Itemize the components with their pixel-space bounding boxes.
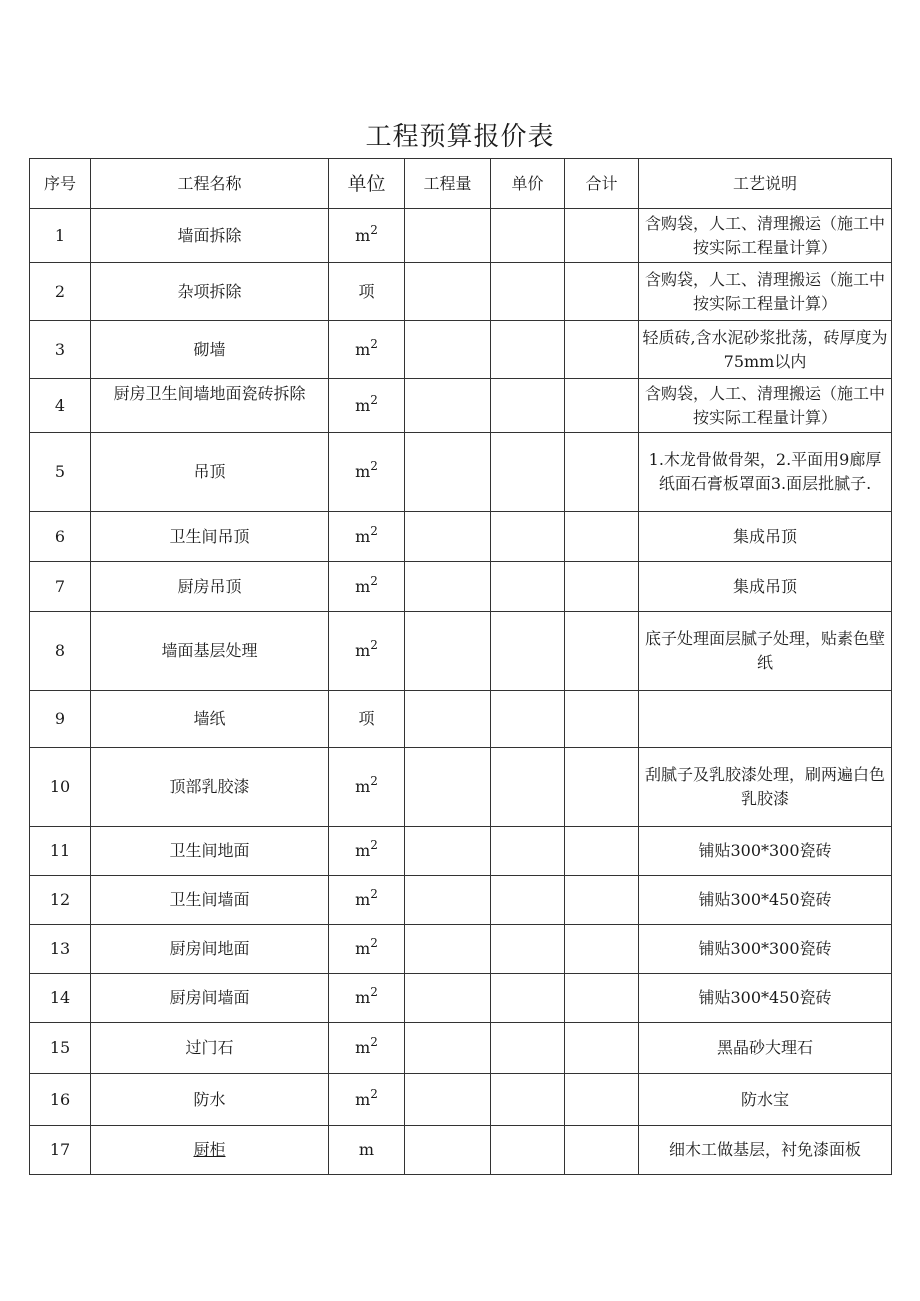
row-price: [491, 209, 565, 263]
row-name: 厨房卫生间墙地面瓷砖拆除: [91, 379, 329, 433]
row-desc: 刮腻子及乳胶漆处理，刷两遍白色乳胶漆: [639, 748, 892, 827]
row-price: [491, 1126, 565, 1175]
row-unit: $m^2$: [329, 974, 405, 1023]
header-total: 合计: [565, 159, 639, 209]
row-unit: $m^2$: [329, 1023, 405, 1074]
header-desc: 工艺说明: [639, 159, 892, 209]
row-quantity: [405, 691, 491, 748]
table-row: [30, 379, 892, 433]
row-unit: $m^2$: [329, 827, 405, 876]
row-price: [491, 612, 565, 691]
row-desc: 含购袋，人工、清理搬运（施工中按实际工程量计算）: [639, 379, 892, 433]
row-total: [565, 263, 639, 321]
row-total: [565, 925, 639, 974]
row-seq: 9: [30, 691, 91, 748]
row-price: [491, 433, 565, 512]
row-seq: 2: [30, 263, 91, 321]
row-name: 顶部乳胶漆: [91, 748, 329, 827]
table-row: [30, 974, 892, 1023]
row-seq: 10: [30, 748, 91, 827]
row-quantity: [405, 209, 491, 263]
row-price: [491, 321, 565, 379]
table-row: [30, 691, 892, 748]
row-seq: 12: [30, 876, 91, 925]
header-price: 单价: [491, 159, 565, 209]
row-total: [565, 612, 639, 691]
row-desc: 铺贴300*450瓷砖: [639, 876, 892, 925]
row-name: 卫生间吊顶: [91, 512, 329, 562]
row-total: [565, 1126, 639, 1175]
row-seq: 15: [30, 1023, 91, 1074]
table-row: [30, 562, 892, 612]
row-name: 卫生间地面: [91, 827, 329, 876]
budget-table: [29, 158, 892, 1175]
row-unit: 项: [329, 263, 405, 321]
row-name: 厨房间墙面: [91, 974, 329, 1023]
row-name: [91, 1126, 329, 1175]
table-row: [30, 209, 892, 263]
row-seq: 8: [30, 612, 91, 691]
row-quantity: [405, 263, 491, 321]
row-quantity: [405, 876, 491, 925]
row-seq: 7: [30, 562, 91, 612]
table-row: [30, 876, 892, 925]
row-name-underlined: 厨柜: [193, 1140, 226, 1159]
row-quantity: [405, 827, 491, 876]
row-unit: $m^2$: [329, 562, 405, 612]
row-price: [491, 974, 565, 1023]
row-desc: 集成吊顶: [639, 512, 892, 562]
row-name: 砌墙: [91, 321, 329, 379]
row-price: [491, 379, 565, 433]
row-price: [491, 925, 565, 974]
table-row: [30, 512, 892, 562]
row-desc: 含购袋，人工、清理搬运（施工中按实际工程量计算）: [639, 209, 892, 263]
row-unit: $m^2$: [329, 512, 405, 562]
row-price: [491, 748, 565, 827]
row-quantity: [405, 925, 491, 974]
row-seq: 6: [30, 512, 91, 562]
document-title: 工程预算报价表: [365, 122, 555, 152]
header-row: [30, 159, 892, 209]
row-seq: 11: [30, 827, 91, 876]
row-price: [491, 876, 565, 925]
table-row: [30, 827, 892, 876]
header-quantity: 工程量: [405, 159, 491, 209]
header-name: 工程名称: [91, 159, 329, 209]
row-desc: 细木工做基层，衬免漆面板: [639, 1126, 892, 1175]
table-row: [30, 263, 892, 321]
row-name: 杂项拆除: [91, 263, 329, 321]
row-total: [565, 321, 639, 379]
row-desc: 轻质砖,含水泥砂浆批荡，砖厚度为75mm以内: [639, 321, 892, 379]
row-name: 过门石: [91, 1023, 329, 1074]
row-quantity: [405, 974, 491, 1023]
table-row: [30, 925, 892, 974]
row-total: [565, 209, 639, 263]
row-total: [565, 1074, 639, 1126]
row-quantity: [405, 562, 491, 612]
header-unit: 单位: [329, 159, 405, 209]
table-row: [30, 321, 892, 379]
row-unit: 项: [329, 691, 405, 748]
row-name: 墙纸: [91, 691, 329, 748]
row-total: [565, 827, 639, 876]
row-seq: 3: [30, 321, 91, 379]
row-unit: $m^2$: [329, 379, 405, 433]
table-row: [30, 1074, 892, 1126]
row-unit: m: [329, 1126, 405, 1175]
row-seq: 17: [30, 1126, 91, 1175]
row-desc: 1.木龙骨做骨架，2.平面用9廊厚纸面石膏板罩面3.面层批腻子.: [639, 433, 892, 512]
table-row: [30, 612, 892, 691]
row-total: [565, 691, 639, 748]
row-quantity: [405, 612, 491, 691]
row-total: [565, 974, 639, 1023]
row-unit: $m^2$: [329, 612, 405, 691]
row-total: [565, 512, 639, 562]
row-desc: 含购袋，人工、清理搬运（施工中按实际工程量计算）: [639, 263, 892, 321]
row-desc: 铺贴300*300瓷砖: [639, 925, 892, 974]
row-unit: $m^2$: [329, 433, 405, 512]
header-seq: 序号: [30, 159, 91, 209]
row-name: 墙面拆除: [91, 209, 329, 263]
row-unit: $m^2$: [329, 925, 405, 974]
row-name: 吊顶: [91, 433, 329, 512]
row-price: [491, 1023, 565, 1074]
row-seq: 4: [30, 379, 91, 433]
table-row: [30, 1023, 892, 1074]
row-seq: 14: [30, 974, 91, 1023]
table-row: [30, 1126, 892, 1175]
row-quantity: [405, 379, 491, 433]
row-price: [491, 562, 565, 612]
row-total: [565, 1023, 639, 1074]
row-unit: $m^2$: [329, 1074, 405, 1126]
row-total: [565, 433, 639, 512]
row-price: [491, 827, 565, 876]
row-quantity: [405, 1074, 491, 1126]
row-desc: 黑晶砂大理石: [639, 1023, 892, 1074]
row-desc: 防水宝: [639, 1074, 892, 1126]
row-price: [491, 691, 565, 748]
row-unit: $m^2$: [329, 321, 405, 379]
row-desc: [639, 691, 892, 748]
row-quantity: [405, 748, 491, 827]
row-seq: 5: [30, 433, 91, 512]
row-unit: $m^2$: [329, 209, 405, 263]
row-quantity: [405, 321, 491, 379]
row-desc: 铺贴300*300瓷砖: [639, 827, 892, 876]
row-unit: $m^2$: [329, 876, 405, 925]
row-seq: 13: [30, 925, 91, 974]
table-row: [30, 433, 892, 512]
row-total: [565, 562, 639, 612]
row-price: [491, 1074, 565, 1126]
row-total: [565, 876, 639, 925]
row-name: 墙面基层处理: [91, 612, 329, 691]
row-seq: 1: [30, 209, 91, 263]
row-desc: 集成吊顶: [639, 562, 892, 612]
row-quantity: [405, 433, 491, 512]
row-name: 厨房吊顶: [91, 562, 329, 612]
row-price: [491, 263, 565, 321]
row-quantity: [405, 512, 491, 562]
row-total: [565, 748, 639, 827]
row-total: [565, 379, 639, 433]
row-name: 卫生间墙面: [91, 876, 329, 925]
row-unit: $m^2$: [329, 748, 405, 827]
row-desc: 铺贴300*450瓷砖: [639, 974, 892, 1023]
row-desc: 底子处理面层腻子处理，贴素色壁纸: [639, 612, 892, 691]
row-name: 厨房间地面: [91, 925, 329, 974]
row-quantity: [405, 1126, 491, 1175]
row-name: 防水: [91, 1074, 329, 1126]
row-seq: 16: [30, 1074, 91, 1126]
row-price: [491, 512, 565, 562]
row-quantity: [405, 1023, 491, 1074]
table-row: [30, 748, 892, 827]
